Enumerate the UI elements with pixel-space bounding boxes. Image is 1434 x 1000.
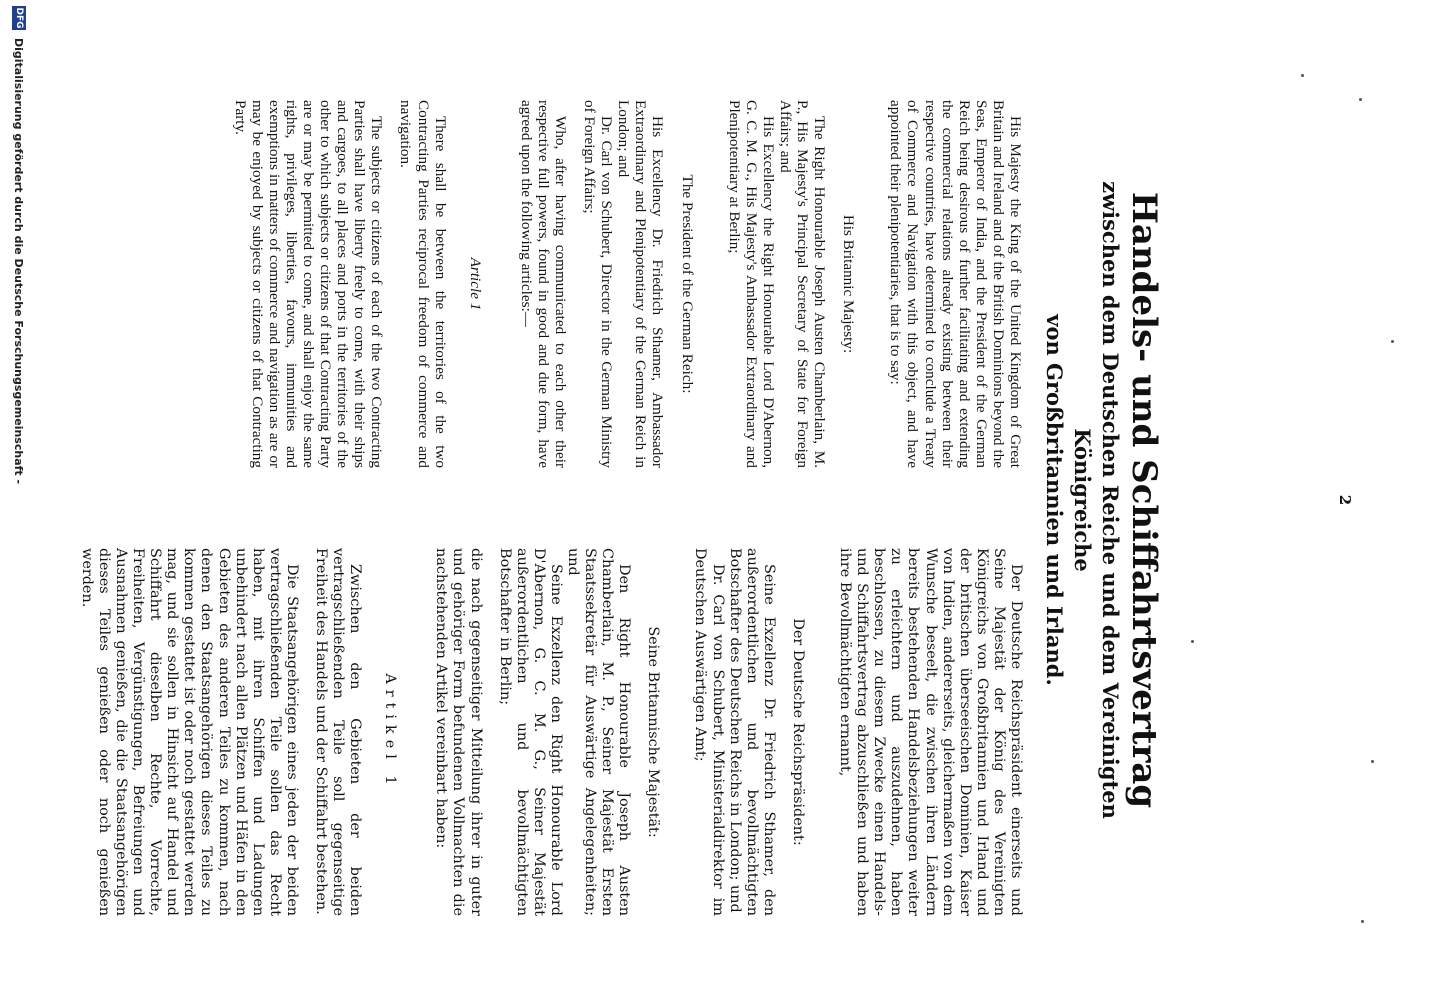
de-plenipotentiary-1: Seine Exzellenz Dr. Friedrich Sthamer, den außerordentlichen und bevollmächtigten Botschafter des Deutschen Reichs in London; und [726, 548, 777, 916]
en-article-para-2: The subjects or citizens of each of the two Contracting Parties shall have liberty freely to come, with their ships and cargoes, to all places and ports in the territories of the other to which subjects or citizens of that Contracting Party are or may be permitted to come, and shall enjoy the same rights, privileges, liberties, favours, immunities and exemptions in matters of commerce and navigation as are or may be enjoyed by subjects or citizens of that Contracting Party. [231, 100, 386, 468]
en-heading-german: The President of the German Reich: [678, 174, 696, 394]
scan-speck [1361, 920, 1364, 923]
en-article-heading: Article 1 [466, 257, 484, 311]
scan-speck [1371, 760, 1374, 763]
de-plenipotentiary-4: Seine Exzellenz den Right Honourable Lord D'Abernon, G. C. M. G., Seiner Majestät außerordentlichen und bevollmächtigten Botschafter in Berlin; [496, 548, 564, 916]
en-plenipotentiary-1: The Right Honourable Joseph Austen Chamberlain, M. P., His Majesty's Principal Secretary of State for Foreign Affairs; and [776, 100, 829, 468]
de-agreement: die nach gegenseitiger Mitteilung ihrer in guter und gehöriger Form befundenen Vollmachten die nachstehenden Artikel vereinbart haben: [433, 548, 484, 916]
de-preamble: Der Deutsche Reichspräsident einerseits und Seine Majestät der König des Vereinigten Königreichs von Großbritannien und Irland und der britischen überseeischen Dominien, Kaiser von Indien, andererseits, gleichermaßen von dem Wunsche beseelt, die zwischen ihren Ländern bereits bestehenden Handelsbeziehungen weiter zu erleichtern und auszudehnen, haben beschlossen, zu diesem Zwecke einen Handels- und Schiffahrtsvertrag abzuschließen und haben ihre Bevollmächtigten ernannt, [837, 548, 1024, 916]
en-heading-britannic: His Britannic Majesty: [840, 214, 858, 354]
english-column [232, 100, 1024, 468]
de-article-para-2: Die Staatsangehörigen eines jeden der beiden vertragschließenden Teile sollen das Recht haben, mit ihren Schiffen und Ladungen unbehindert nach allen Plätzen und Häfen in den Gebieten des anderen Teiles zu kommen, nach denen den Staatsangehörigen dieses Teiles zu kommen gestattet ist oder noch gestattet werden mag, und sie sollen in Hinsicht auf Handel und Schiffahrt dieselben Rechte, Vorrechte, Freiheiten, Vergünstigungen, Befreiungen und Ausnahmen genießen, die die Staatsangehörigen dieses Teiles genießen oder noch genießen werden. [78, 548, 300, 916]
title-line-1: Handels- und Schiffahrtsvertrag [1124, 191, 1164, 809]
en-plenipotentiary-3: His Excellency Dr. Friedrich Sthamer, Ambassador Extraordinary and Plenipotentiary of the German Reich in London; and [615, 100, 667, 468]
digitization-credit [12, 6, 26, 996]
title-line-3: von Großbritannien und Irland. [1042, 314, 1067, 686]
de-plenipotentiary-3: Den Right Honourable Joseph Austen Chamberlain, M. P., Seiner Majestät Ersten Staatssekretär für Auswärtige Angelegenheiten; und [565, 548, 633, 916]
page-number: 2 [1336, 494, 1354, 506]
en-agreement: Who, after having communicated to each other their respective full powers, found in good and due form, have agreed upon the following articles:— [517, 100, 570, 468]
de-article-para-1: Zwischen den Gebieten der beiden vertragschließenden Teile soll gegenseitige Freiheit des Handels und der Schiffahrt bestehen. [313, 548, 364, 916]
en-article-para-1: There shall be between the territories of the two Contracting Parties reciprocal freedom of commerce and navigation. [397, 100, 449, 468]
title-line-2: zwischen dem Deutschen Reiche und dem Vereinigten Königreiche [1070, 181, 1123, 819]
de-plenipotentiary-2: Dr. Carl von Schubert, Ministerialdirektor im Deutschen Auswärtigen Amt; [692, 548, 726, 916]
scan-speck [1301, 74, 1304, 77]
en-preamble: His Majesty the King of the United Kingdom of Great Britain and Ireland and of the British Dominions beyond the Seas, Emperor of India, and the President of the German Reich being desirous of further facilitating and extending the commercial relations already existing between their respective countries, have determined to conclude a Treaty of Commerce and Navigation with this object, and have appointed their plenipotentiaries, that is to say: [887, 100, 1024, 468]
de-heading-britannic: Seine Britannische Majestät: [645, 626, 662, 838]
en-plenipotentiary-2: His Excellency the Right Honourable Lord D'Abernon, G. C. M. G., His Majesty's Ambassador Extraordinary and Plenipotentiary at Berlin; [725, 100, 777, 468]
dfg-logo-icon: DFG [14, 7, 24, 29]
credit-text: Digitalisierung gefördert durch die Deutsche Forschungsgemeinschaft - [12, 38, 26, 485]
treaty-title [1040, 150, 1164, 850]
german-column [78, 548, 1024, 916]
scan-speck [1191, 640, 1194, 643]
de-article-heading: Artikel 1 [382, 673, 399, 791]
scan-speck [1359, 98, 1362, 101]
de-heading-reich: Der Deutsche Reichspräsident: [789, 618, 806, 846]
en-plenipotentiary-4: Dr. Carl von Schubert, Director in the German Ministry of Foreign Affairs; [581, 100, 616, 468]
scan-speck [1391, 340, 1394, 343]
